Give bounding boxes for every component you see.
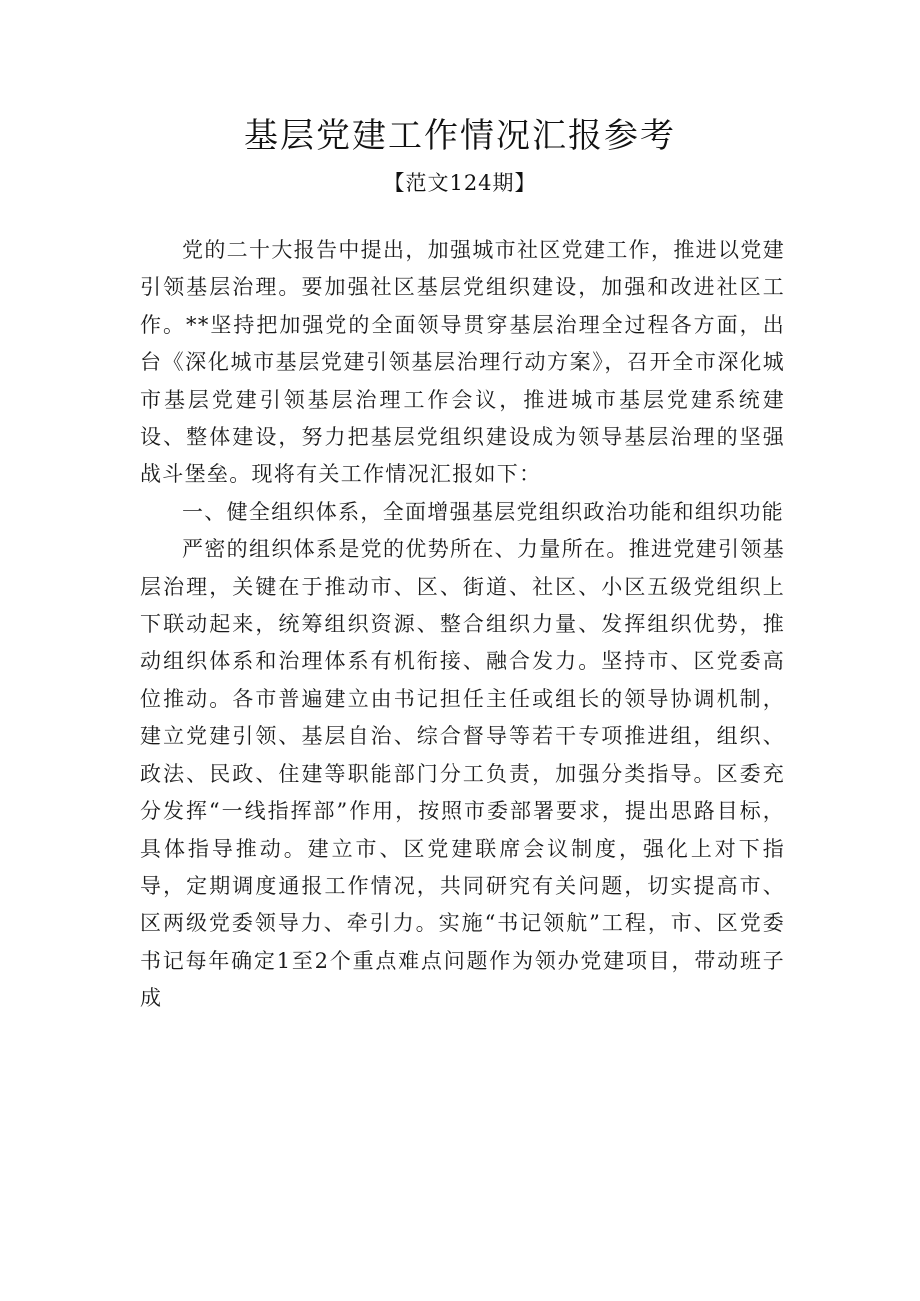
document-title: 基层党建工作情况汇报参考 (244, 116, 676, 156)
document-body (140, 232, 785, 1018)
body-paragraph: 严密的组织体系是党的优势所在、力量所在。推进党建引领基层治理，关键在于推动市、区、街道、社区、小区五级党组织上下联动起来，统筹组织资源、整合组织力量、发挥组织优势，推动组织体系和治理体系有机衔接、融合发力。坚持市、区党委高位推动。各市普遍建立由书记担任主任或组长的领导协调机制，建立党建引领、基层自治、综合督导等若干专项推进组，组织、政法、民政、住建等职能部门分工负责，加强分类指导。区委充分发挥“一线指挥部”作用，按照市委部署要求，提出思路目标，具体指导推动。建立市、区党建联席会议制度，强化上对下指导，定期调度通报工作情况，共同研究有关问题，切实提高市、区两级党委领导力、牵引力。实施“书记领航”工程，市、区党委书记每年确定1至2个重点难点问题作为领办党建项目，带动班子成 (140, 537, 785, 1011)
document-subtitle: 【范文124期】 (383, 171, 537, 195)
intro-paragraph: 党的二十大报告中提出，加强城市社区党建工作，推进以党建引领基层治理。要加强社区基层党组织建设，加强和改进社区工作。**坚持把加强党的全面领导贯穿基层治理全过程各方面，出台《深化城市基层党建引领基层治理行动方案》，召开全市深化城市基层党建引领基层治理工作会议，推进城市基层党建系统建设、整体建设，努力把基层党组织建设成为领导基层治理的坚强战斗堡垒。现将有关工作情况汇报如下： (140, 238, 785, 487)
section-heading: 一、健全组织体系，全面增强基层党组织政治功能和组织功能 (182, 499, 785, 524)
